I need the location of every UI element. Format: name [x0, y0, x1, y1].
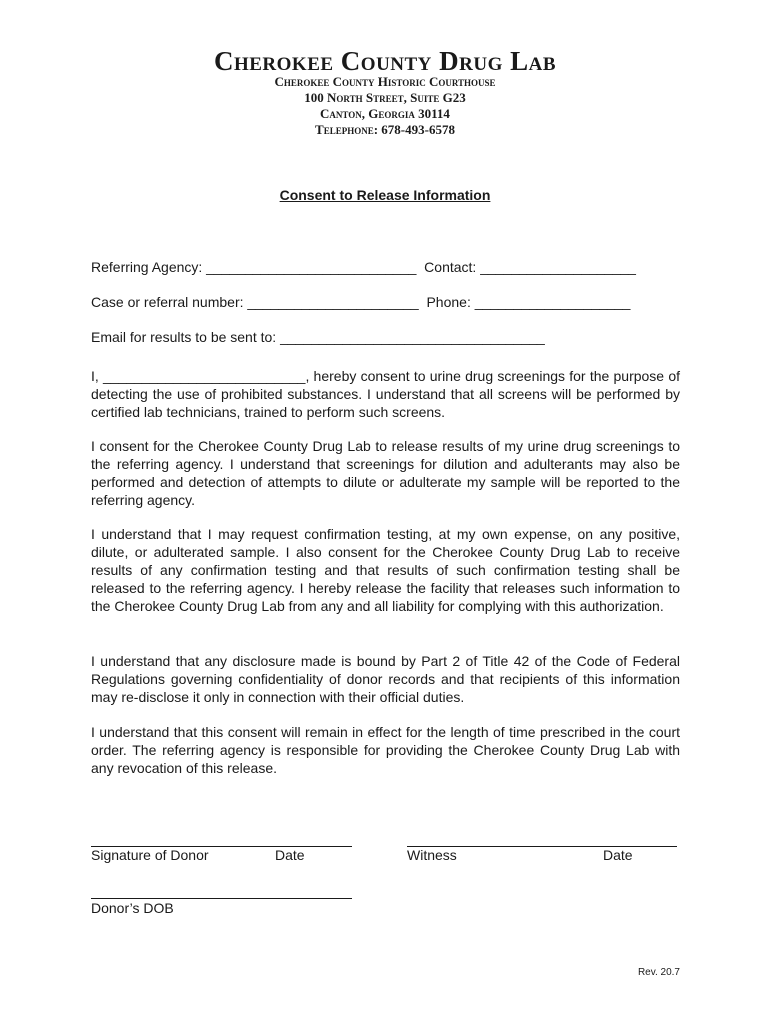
donor-signature-label: Signature of Donor	[91, 847, 209, 863]
lab-address-building: Cherokee County Historic Courthouse	[274, 74, 496, 89]
consent-paragraph-disclosure: I understand that any disclosure made is bound by Part 2 of Title 42 of the Code of Federal Regulations governing confidentiality of donor records and that recipients of this information may re-disclose it only in connection with their official duties.	[91, 653, 680, 705]
witness-label: Witness	[407, 847, 457, 863]
donor-dob-line[interactable]	[91, 898, 352, 899]
email-results-field[interactable]: Email for results to be sent to: __________________________________	[91, 329, 545, 345]
consent-paragraph-release: I consent for the Cherokee County Drug Lab to release results of my urine drug screenings to the referring agency. I understand that screenings for dilution and adulterants may also be performed and detection of attempts to dilute or adulterate my sample will be reported to the referring agency.	[91, 438, 680, 508]
referring-agency-contact-field[interactable]: Referring Agency: ___________________________ Contact: ____________________	[91, 259, 636, 275]
donor-date-label: Date	[275, 847, 305, 863]
donor-dob-label: Donor’s DOB	[91, 900, 174, 916]
lab-telephone: Telephone: 678-493-6578	[315, 122, 455, 137]
consent-paragraph-confirmation: I understand that I may request confirmation testing, at my own expense, on any positive, dilute, or adulterated sample. I also consent for the Cherokee County Drug Lab to receive results of any confirmation testing and that results of such confirmation testing shall be released to the referring agency. I hereby release the facility that releases such information to the Cherokee County Drug Lab from any and all liability for complying with this authorization.	[91, 526, 680, 614]
case-number-phone-field[interactable]: Case or referral number: ______________________ Phone: ____________________	[91, 294, 631, 310]
consent-paragraph-screenings: I, __________________________, hereby consent to urine drug screenings for the purpose of detecting the use of prohibited substances. I understand that all screens will be performed by certified lab technicians, trained to perform such screens.	[91, 368, 680, 420]
consent-paragraph-duration: I understand that this consent will remain in effect for the length of time prescribed in the court order. The referring agency is responsible for providing the Cherokee County Drug Lab with any revocation of this release.	[91, 724, 680, 776]
lab-address-city: Canton, Georgia 30114	[320, 106, 450, 121]
lab-address-street: 100 North Street, Suite G23	[304, 90, 466, 105]
witness-date-label: Date	[603, 847, 633, 863]
lab-name-title: Cherokee County Drug Lab	[213, 46, 557, 76]
revision-number: Rev. 20.7	[637, 967, 680, 978]
form-title: Consent to Release Information	[279, 187, 491, 203]
